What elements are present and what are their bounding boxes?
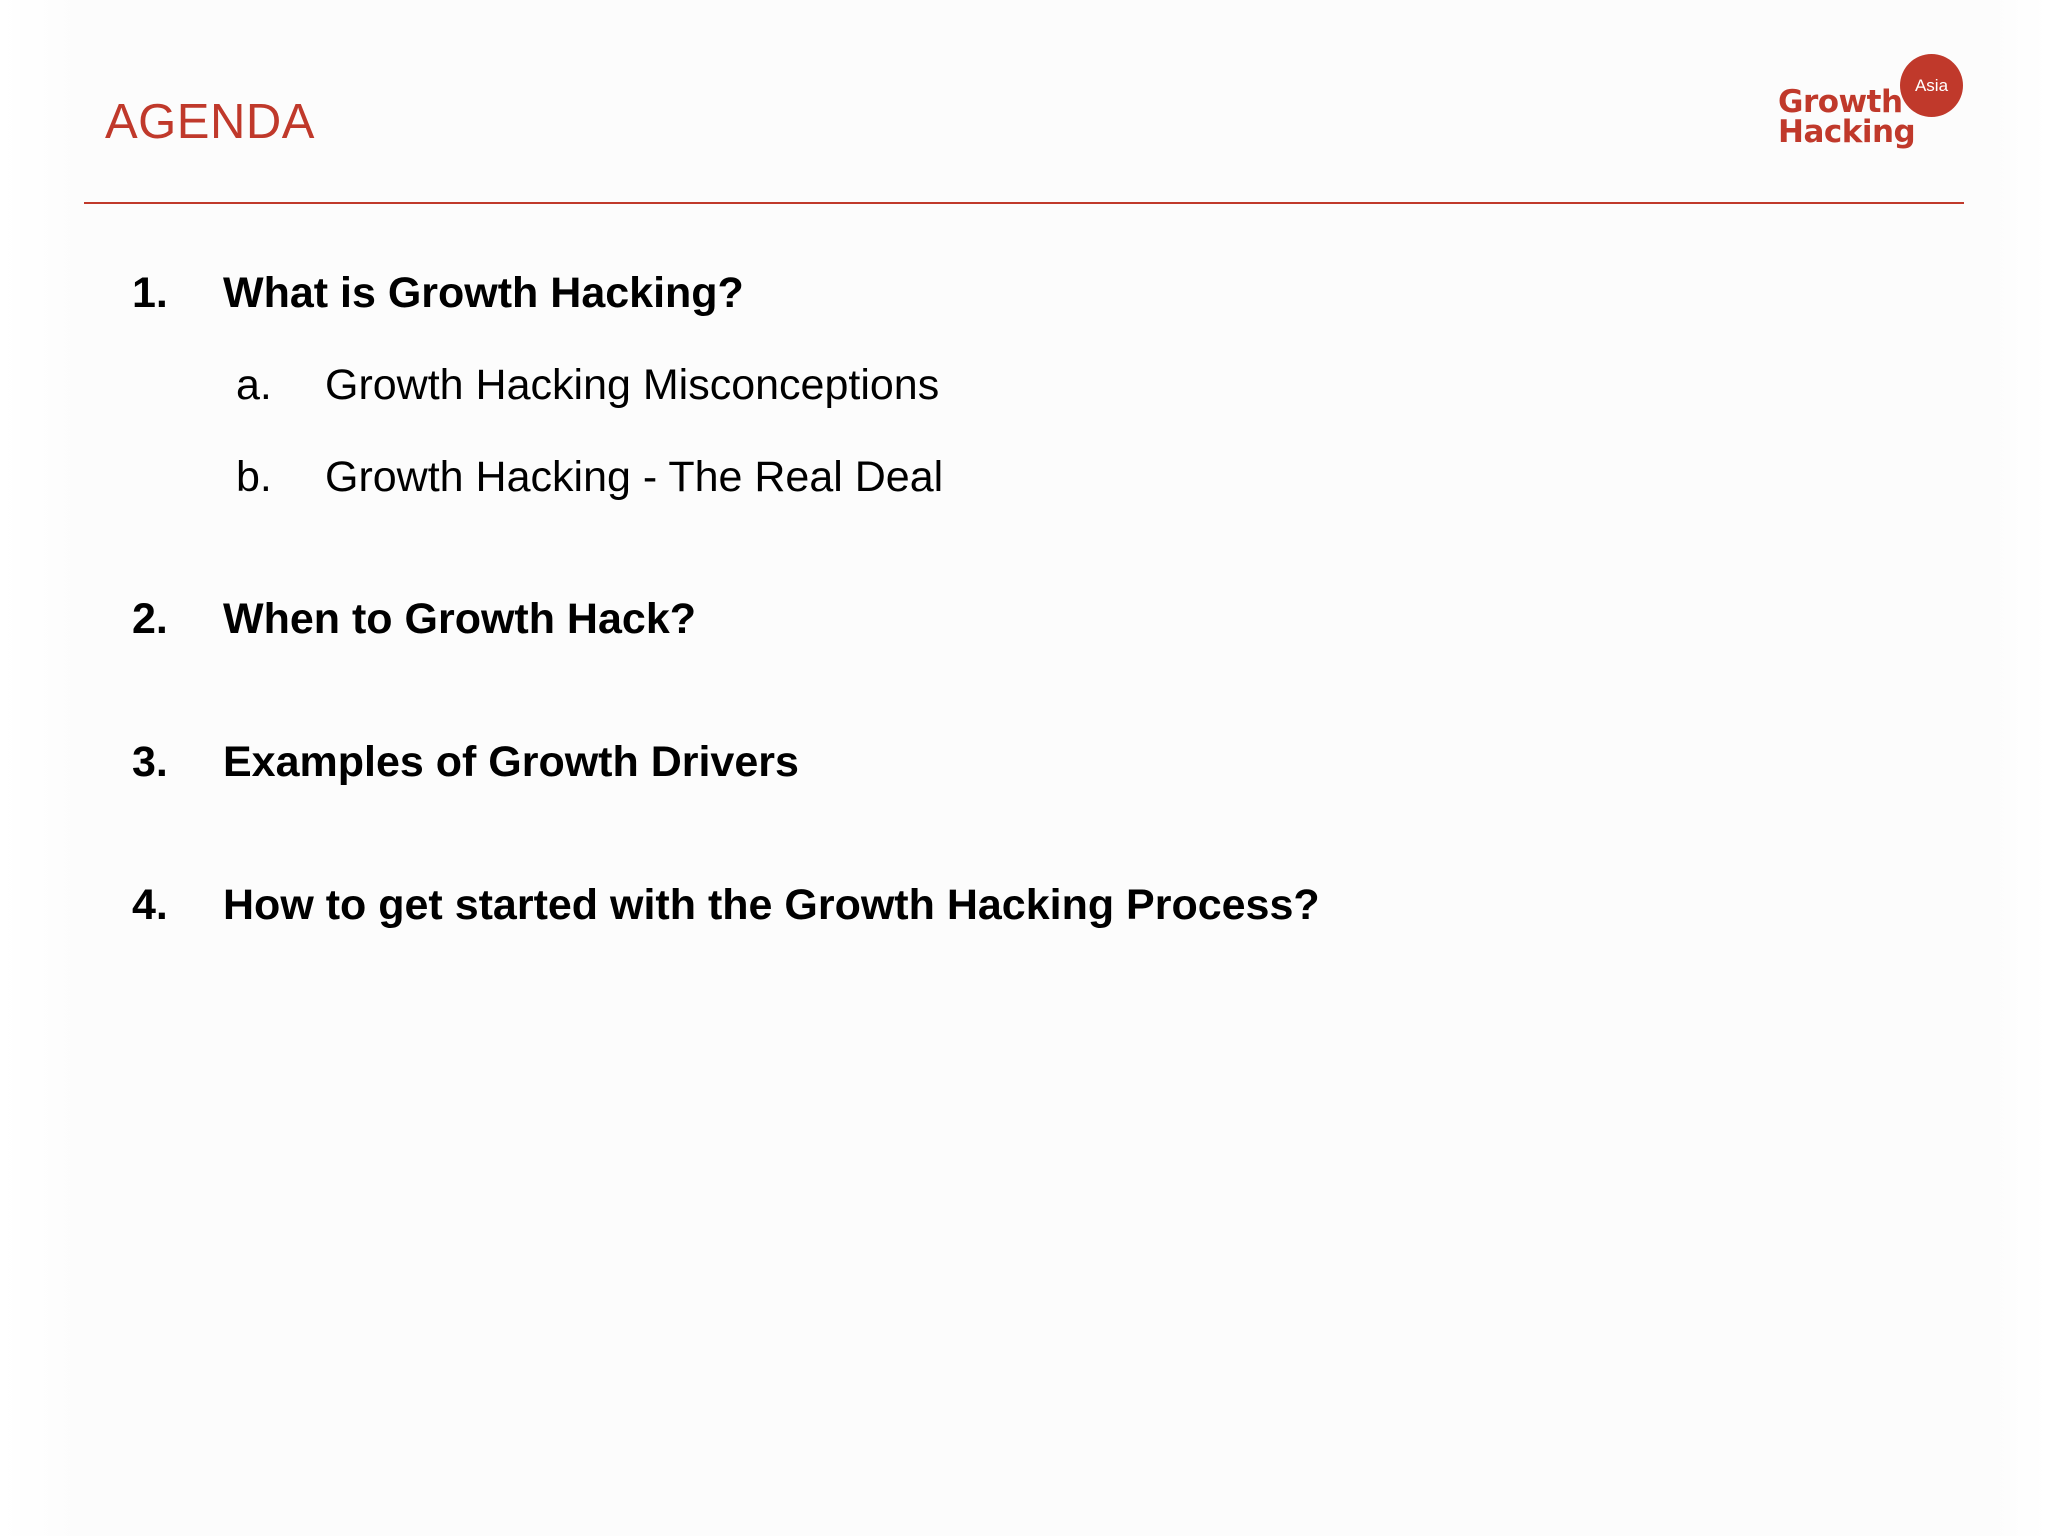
logo-word-hacking: Hacking	[1778, 114, 1916, 150]
logo-word-growth: Growth	[1778, 84, 1903, 120]
agenda-item-number: 3.	[132, 738, 168, 786]
agenda-subitem-letter: a.	[236, 361, 272, 409]
agenda-subitem-text: Growth Hacking Misconceptions	[325, 361, 940, 409]
agenda-item-number: 2.	[132, 595, 168, 643]
agenda-item-number: 1.	[132, 269, 168, 317]
agenda-subitem-text: Growth Hacking - The Real Deal	[325, 453, 944, 501]
agenda-item-text: Examples of Growth Drivers	[223, 738, 799, 786]
agenda-item-text: How to get started with the Growth Hacking Process?	[223, 881, 1320, 929]
agenda-item-text: When to Growth Hack?	[223, 595, 696, 643]
agenda-item-number: 4.	[132, 881, 168, 929]
title-divider	[84, 202, 1964, 204]
slide-title: AGENDA	[105, 95, 315, 149]
agenda-item-text: What is Growth Hacking?	[223, 269, 744, 317]
logo-badge: Asia	[1900, 54, 1963, 117]
agenda-subitem-letter: b.	[236, 453, 272, 501]
growth-hacking-asia-logo	[1778, 54, 1968, 154]
